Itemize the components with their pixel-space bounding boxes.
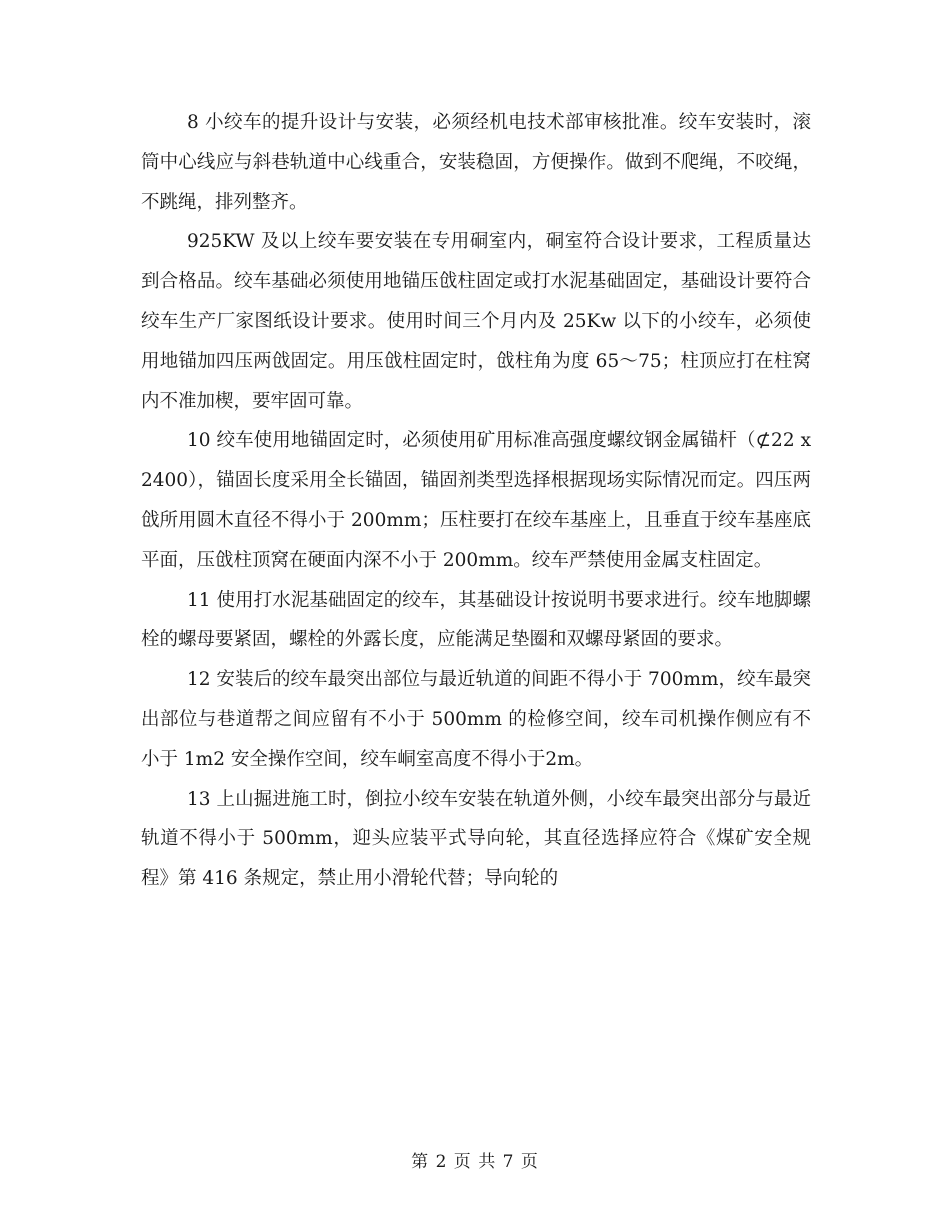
paragraph-9: 925KW 及以上绞车要安装在专用硐室内，硐室符合设计要求，工程质量达到合格品。绞车基础必须使用地锚压戗柱固定或打水泥基础固定，基础设计要符合绞车生产厂家图纸设计要求。使用时间三个月内及 25Kw 以下的小绞车，必须使用地锚加四压两戗固定。用压戗柱固定时，戗柱角为度 65～75；柱顶应打在柱窝内不准加楔，要牢固可靠。	[141, 231, 811, 412]
page-footer	[0, 1147, 950, 1172]
paragraph-8: 8 小绞车的提升设计与安装，必须经机电技术部审核批准。绞车安装时，滚筒中心线应与斜巷轨道中心线重合，安装稳固，方便操作。做到不爬绳，不咬绳，不跳绳，排列整齐。	[141, 112, 811, 213]
paragraph-12: 12 安装后的绞车最突出部位与最近轨道的间距不得小于 700mm，绞车最突出部位与巷道帮之间应留有不小于 500mm 的检修空间，绞车司机操作侧应有不小于 1m2 安全操作空间，绞车峒室高度不得小于2m。	[141, 669, 811, 770]
document-body	[141, 103, 811, 899]
paragraph-10: 10 绞车使用地锚固定时，必须使用矿用标准高强度螺纹钢金属锚杆（⊄22 x 2400），锚固长度采用全长锚固，锚固剂类型选择根据现场实际情况而定。四压两戗所用圆木直径不得小于 200mm；压柱要打在绞车基座上，且垂直于绞车基座底平面，压戗柱顶窝在硬面内深不小于 200mm。绞车严禁使用金属支柱固定。	[141, 430, 811, 571]
paragraph-11: 11 使用打水泥基础固定的绞车，其基础设计按说明书要求进行。绞车地脚螺栓的螺母要紧固，螺栓的外露长度，应能满足垫圈和双螺母紧固的要求。	[141, 589, 811, 651]
paragraph-13: 13 上山掘进施工时，倒拉小绞车安装在轨道外侧，小绞车最突出部分与最近轨道不得小于 500mm，迎头应装平式导向轮，其直径选择应符合《煤矿安全规程》第 416 条规定，禁止用小滑轮代替；导向轮的	[141, 788, 811, 890]
page-number-label: 第 2 页 共 7 页	[411, 1152, 539, 1172]
